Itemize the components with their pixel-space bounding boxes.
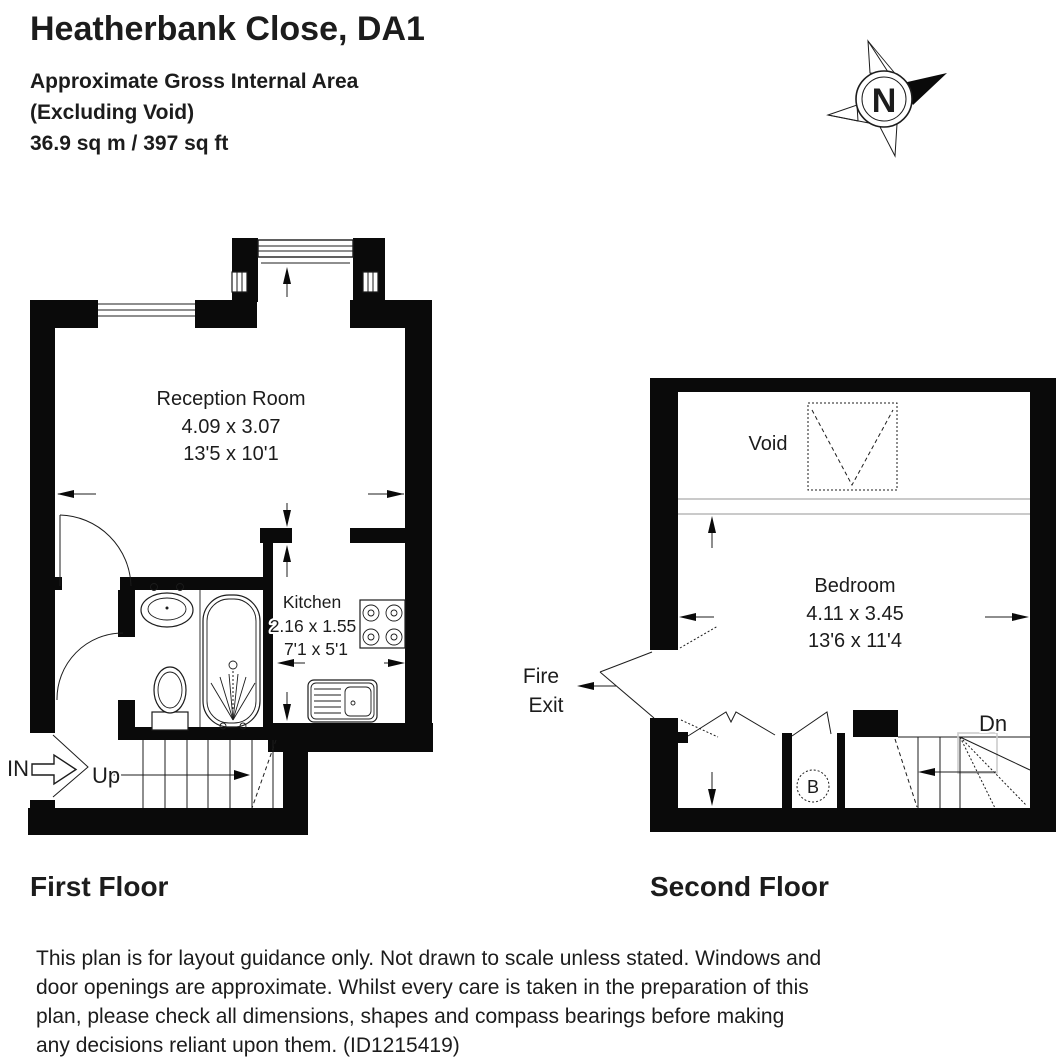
bathroom-door <box>57 633 123 700</box>
reception-room-name: Reception Room <box>156 388 306 410</box>
second-floor-dimension-arrows <box>577 516 1029 806</box>
disclaimer-line: This plan is for layout guidance only. Not drawn to scale unless stated. Windows and <box>36 947 822 970</box>
bathroom-sink <box>141 584 193 628</box>
fire-exit-label-line2: Exit <box>528 694 564 717</box>
reception-window <box>98 304 195 316</box>
kitchen-metric: 2.16 x 1.55 <box>269 616 357 636</box>
reception-room-metric: 4.09 x 3.07 <box>181 416 281 438</box>
kitchen-sink <box>308 680 377 722</box>
void-label: Void <box>748 433 788 455</box>
first-floor-plan <box>0 237 435 838</box>
bedroom-metric: 4.11 x 3.45 <box>806 603 904 625</box>
stairs-up <box>110 740 276 808</box>
disclaimer <box>36 944 866 1058</box>
boiler-label: B <box>806 777 820 797</box>
area-line-1: Approximate Gross Internal Area <box>30 70 359 93</box>
compass-icon <box>820 25 960 165</box>
second-floor-caption: Second Floor <box>650 871 829 902</box>
up-label: Up <box>91 763 121 788</box>
void-opening <box>808 403 897 490</box>
bedroom-imperial: 13'6 x 11'4 <box>807 630 903 652</box>
entry-arrow-icon <box>32 755 76 784</box>
boiler-cupboard <box>797 770 829 802</box>
down-label: Dn <box>978 711 1008 736</box>
kitchen-imperial: 7'1 x 5'1 <box>283 639 349 659</box>
reception-room-imperial: 13'5 x 10'1 <box>183 443 279 465</box>
bathtub <box>203 595 260 729</box>
disclaimer-line: any decisions reliant upon them. (ID1215419) <box>36 1034 460 1057</box>
disclaimer-line: door openings are approximate. Whilst every care is taken in the preparation of this <box>36 976 809 999</box>
hob <box>360 600 405 648</box>
area-line-3: 36.9 sq m / 397 sq ft <box>30 132 229 155</box>
kitchen-name: Kitchen <box>282 592 342 612</box>
closet-doors <box>688 712 831 736</box>
disclaimer-line: plan, please check all dimensions, shapes and compass bearings before making <box>36 1005 785 1028</box>
bedroom-name: Bedroom <box>814 575 896 597</box>
toilet <box>152 667 188 730</box>
stairs-down <box>895 733 1030 808</box>
area-summary <box>30 66 358 159</box>
area-line-2: (Excluding Void) <box>30 101 195 124</box>
reception-door <box>60 515 131 586</box>
fire-exit-label-line1: Fire <box>522 665 560 688</box>
second-floor-plan <box>490 375 1056 835</box>
page-title: Heatherbank Close, DA1 <box>30 10 425 48</box>
first-floor-caption: First Floor <box>30 871 169 902</box>
north-label: N <box>871 82 897 120</box>
in-label: IN <box>7 756 29 781</box>
